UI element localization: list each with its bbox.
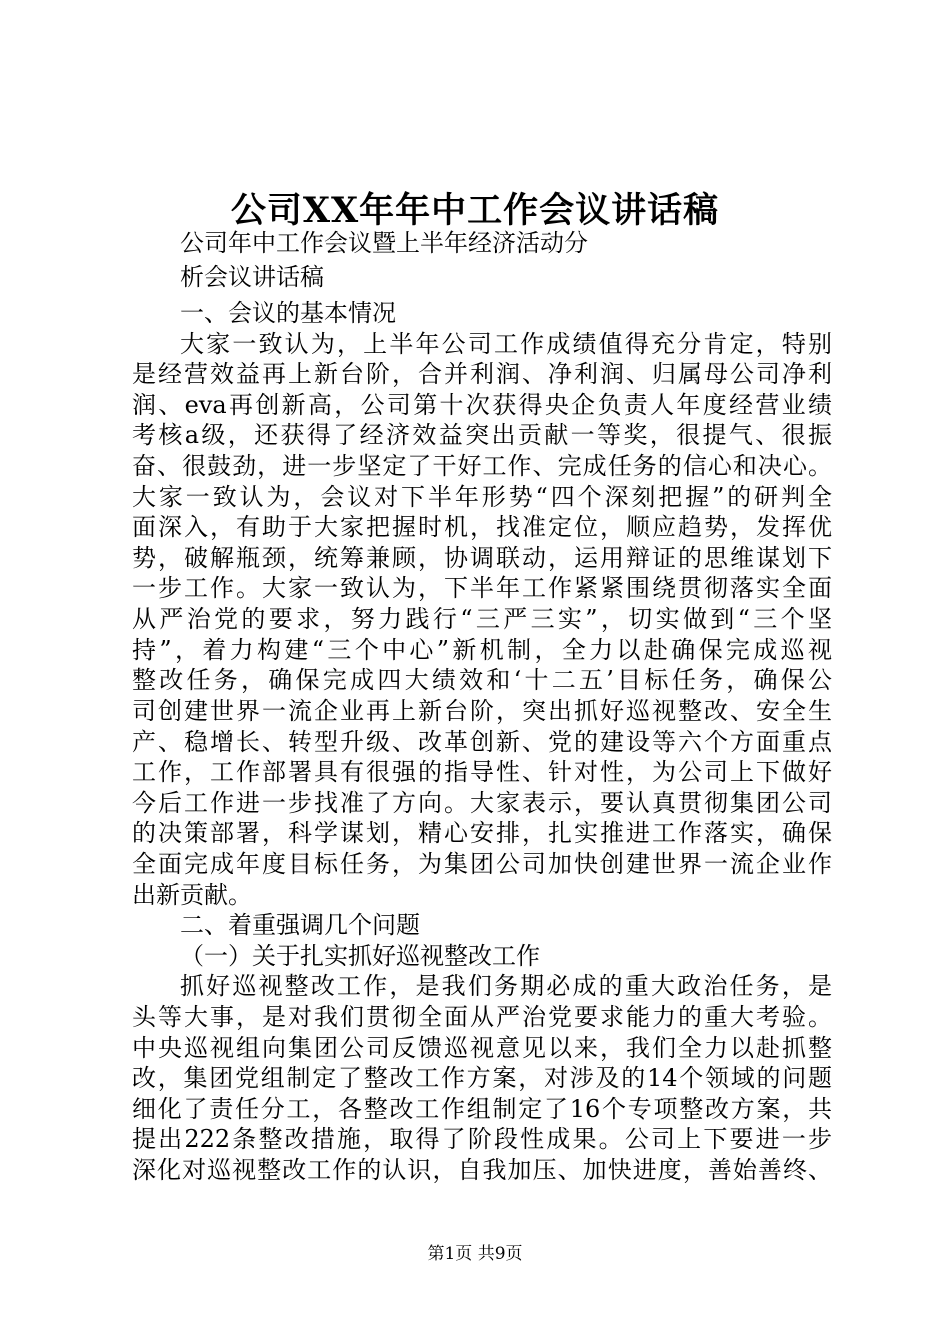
paragraph-line: 从严治党的要求，努力践行“三严三实”，切实做到“三个坚 xyxy=(132,605,832,634)
paragraph-line: 大家一致认为，会议对下半年形势“四个深刻把握”的研判全 xyxy=(132,482,832,511)
paragraph-line: 的决策部署，科学谋划，精心安排，扎实推进工作落实，确保 xyxy=(132,819,832,848)
paragraph-line: 出新贡献。 xyxy=(132,880,252,909)
subtitle-line-2: 析会议讲话稿 xyxy=(180,263,324,291)
paragraph-line: 是经营效益再上新台阶，合并利润、净利润、归属母公司净利 xyxy=(132,360,832,389)
paragraph-line: 全面完成年度目标任务，为集团公司加快创建世界一流企业作 xyxy=(132,849,832,878)
paragraph-line: 提出222条整改措施，取得了阶段性成果。公司上下要进一步 xyxy=(132,1125,832,1154)
paragraph-line: 势，破解瓶颈，统筹兼顾，协调联动，运用辩证的思维谋划下 xyxy=(132,543,832,572)
paragraph-line: 细化了责任分工，各整改工作组制定了16个专项整改方案，共 xyxy=(132,1094,832,1123)
paragraph-line: 今后工作进一步找准了方向。大家表示，要认真贯彻集团公司 xyxy=(132,788,832,817)
paragraph-line: 奋、很鼓劲，进一步坚定了干好工作、完成任务的信心和决心。 xyxy=(132,452,832,481)
paragraph-line: 中央巡视组向集团公司反馈巡视意见以来，我们全力以赴抓整 xyxy=(132,1033,832,1062)
section-heading-1: 一、会议的基本情况 xyxy=(180,299,396,327)
page-footer: 第1页 共9页 xyxy=(427,1244,523,1264)
paragraph-line: 一步工作。大家一致认为，下半年工作紧紧围绕贯彻落实全面 xyxy=(132,574,832,603)
subtitle-line-1: 公司年中工作会议暨上半年经济活动分 xyxy=(180,229,588,257)
subsection-heading-1: （一）关于扎实抓好巡视整改工作 xyxy=(180,941,540,970)
paragraph-line: 司创建世界一流企业再上新台阶，突出抓好巡视整改、安全生 xyxy=(132,696,832,725)
document-title: 公司XX年年中工作会议讲话稿 xyxy=(230,190,720,231)
paragraph-line: 产、稳增长、转型升级、改革创新、党的建设等六个方面重点 xyxy=(132,727,832,756)
paragraph-line: 抓好巡视整改工作，是我们务期必成的重大政治任务，是 xyxy=(180,972,832,1001)
paragraph-line: 面深入，有助于大家把握时机，找准定位，顺应趋势，发挥优 xyxy=(132,513,832,542)
paragraph-line: 深化对巡视整改工作的认识，自我加压、加快进度，善始善终、 xyxy=(132,1156,832,1184)
paragraph-line: 整改任务，确保完成四大绩效和‘十二五’目标任务，确保公 xyxy=(132,666,832,695)
paragraph-line: 润、eva再创新高，公司第十次获得央企负责人年度经营业绩 xyxy=(132,390,832,419)
paragraph-line: 改，集团党组制定了整改工作方案，对涉及的14个领域的问题 xyxy=(132,1064,832,1093)
paragraph-line: 大家一致认为，上半年公司工作成绩值得充分肯定，特别 xyxy=(180,329,832,358)
paragraph-line: 持”，着力构建“三个中心”新机制，全力以赴确保完成巡视 xyxy=(132,635,832,664)
paragraph-line: 头等大事，是对我们贯彻全面从严治党要求能力的重大考验。 xyxy=(132,1002,832,1031)
paragraph-line: 考核a级，还获得了经济效益突出贡献一等奖，很提气、很振 xyxy=(132,421,832,450)
paragraph-line: 工作，工作部署具有很强的指导性、针对性，为公司上下做好 xyxy=(132,758,832,787)
section-heading-2: 二、着重强调几个问题 xyxy=(180,911,420,940)
